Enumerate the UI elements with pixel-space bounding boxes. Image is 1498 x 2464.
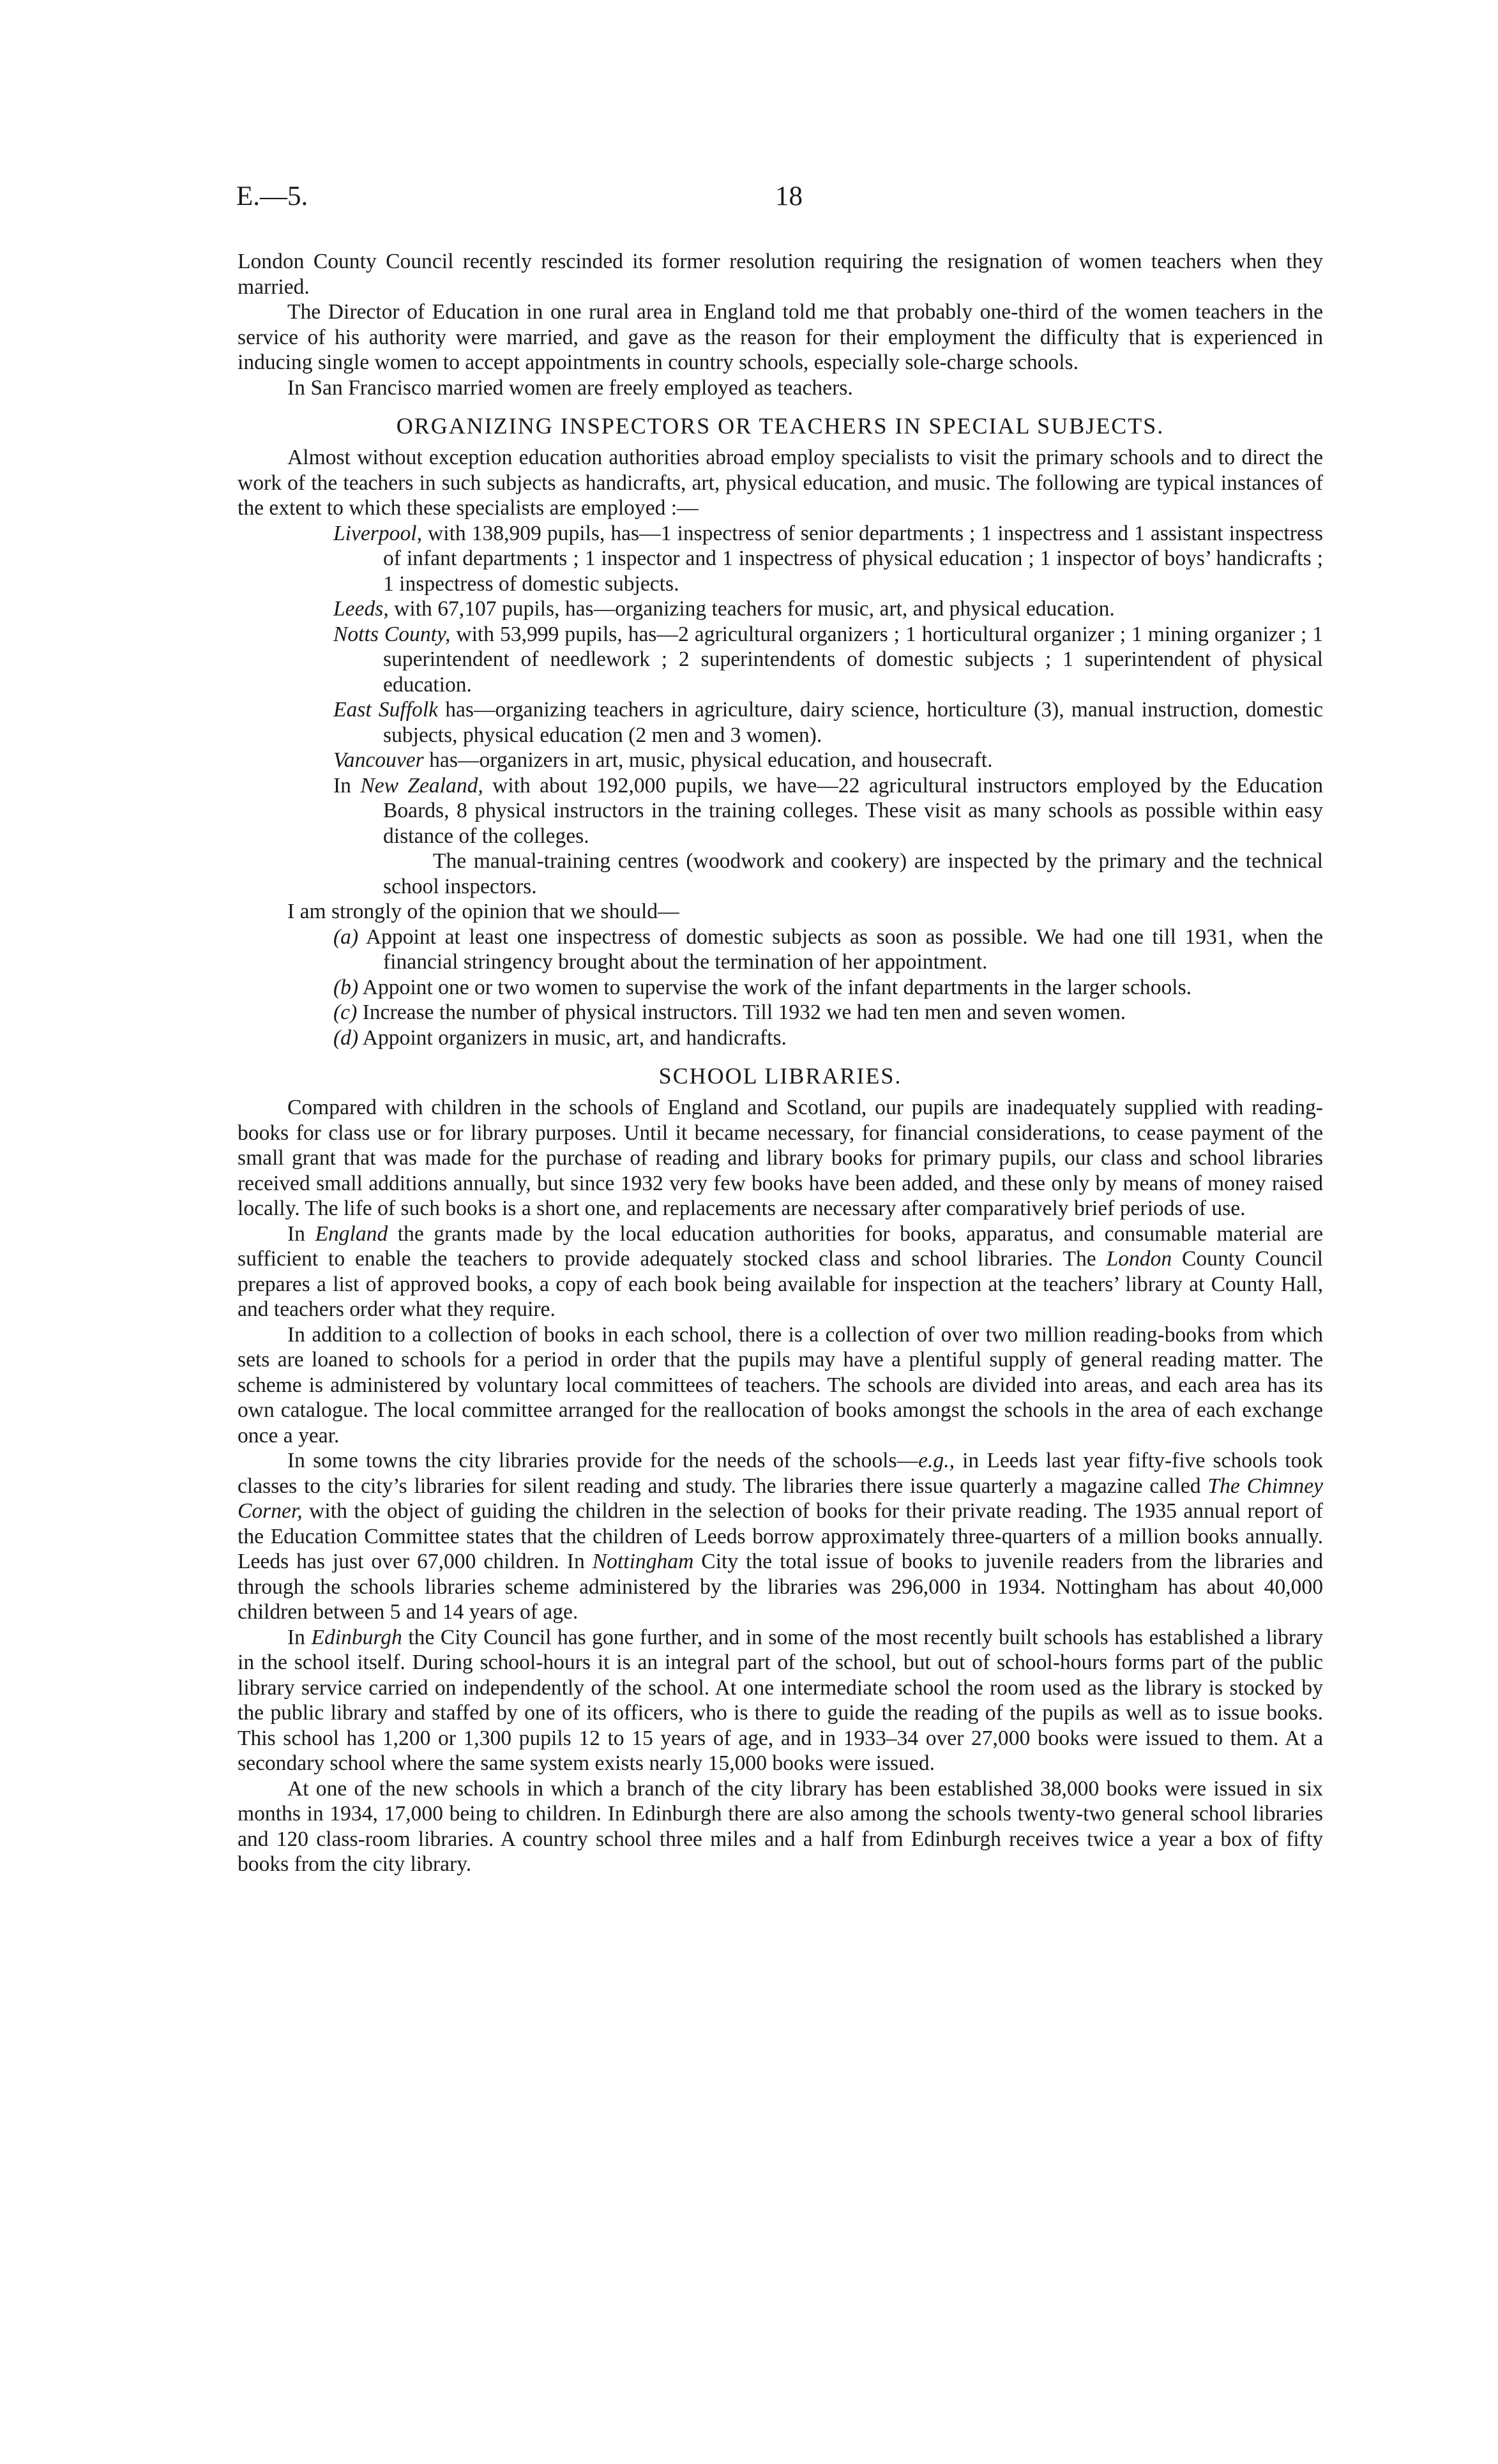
intro-paragraph: London County Council recently rescinded its former resolution requiring the resignation of women teachers when they married. <box>238 250 1323 299</box>
libraries-paragraph: At one of the new schools in which a branch of the city library has been established 38,000 books were issued in six months in 1934, 17,000 being to children. In Edinburgh there are also among the schools twenty-two general school libraries and 120 class-room libraries. A country school three miles and a half from Edinburgh receives twice a year a box of fifty books from the city library. <box>238 1776 1323 1876</box>
libraries-paragraph: In Edinburgh the City Council has gone further, and in some of the most recently built schools has established a library in the school itself. During school-hours it is an integral part of the school, but out of school-hours forms part of the public library service carried on independently of the school. At one intermediate school the room used as the library is stocked by the public library and staffed by one of its officers, who is there to guide the reading of the pupils as well as to issue books. This school has 1,200 or 1,300 pupils 12 to 15 years of age, and in 1933–34 over 27,000 books were issued to them. At a secondary school where the same system exists nearly 15,000 books were issued. <box>238 1625 1323 1775</box>
libraries-paragraph: In England the grants made by the local education authorities for books, apparatus, and consumable material are sufficient to enable the teachers to provide adequately stocked class and school libraries. The London County Council prepares a list of approved books, a copy of each book being available for inspection at the teachers’ library at County Hall, and teachers order what they require. <box>238 1221 1324 1321</box>
example-item <box>238 748 1323 773</box>
place-name: Notts County, <box>333 622 451 646</box>
recommendation-label: (b) <box>333 975 359 999</box>
example-item <box>238 521 1323 597</box>
example-text: with about 192,000 pupils, we have—22 agricultural instructors employed by the Education Boards, 8 physical instructors in the training colleges. These visit as many schools as possible within easy distance of the colleges. <box>383 773 1323 848</box>
recommendation-text: Appoint one or two women to supervise the work of the infant departments in the larger schools. <box>358 975 1192 999</box>
place-name: Vancouver <box>333 748 424 772</box>
example-text: has—organizers in art, music, physical education, and housecraft. <box>423 748 993 772</box>
document-reference: E.—5. <box>236 181 308 211</box>
recommendation-item <box>238 975 1323 1001</box>
place-name: Liverpool, <box>333 521 422 545</box>
recommendation-text: Appoint organizers in music, art, and handicrafts. <box>358 1025 787 1050</box>
page-number: 18 <box>775 181 803 211</box>
inspectors-paragraph: Almost without exception education authorities abroad employ specialists to visit the primary schools and to direct the work of the teachers in such subjects as handicrafts, art, physical education, and music. The following are typical instances of the extent to which these specialists are employed :— <box>238 446 1323 520</box>
recommendation-item <box>238 1025 1323 1051</box>
section-heading-libraries: SCHOOL LIBRARIES. <box>658 1063 902 1089</box>
page-body <box>238 249 1323 1877</box>
example-text: has—organizing teachers in agriculture, dairy science, horticulture (3), manual instruction, domestic subjects, physical education (2 men and 3 women). <box>383 698 1324 747</box>
place-name: Leeds, <box>333 597 389 621</box>
example-text: with 53,999 pupils, has—2 agricultural organizers ; 1 horticultural organizer ; 1 mining organizer ; 1 superintendent of needlework ; 2 superintendents of domestic subjects ; 1 superintendent of physical education. <box>383 622 1324 697</box>
example-text: with 67,107 pupils, has—organizing teachers for music, art, and physical education. <box>388 597 1115 621</box>
recommendation-text: Appoint at least one inspectress of domestic subjects as soon as possible. We had one till 1931, when the financial stringency brought about the termination of her appointment. <box>358 925 1323 974</box>
intro-paragraph: In San Francisco married women are freely employed as teachers. <box>287 375 853 400</box>
section-heading-inspectors: ORGANIZING INSPECTORS OR TEACHERS IN SPECIAL SUBJECTS. <box>396 413 1165 439</box>
place-name: New Zealand, <box>360 773 483 797</box>
recommendation-item <box>238 925 1323 975</box>
manual-training-note: The manual-training centres (woodwork and cookery) are inspected by the primary and the technical school inspectors. <box>383 849 1323 898</box>
recommendation-label: (a) <box>333 925 359 949</box>
intro-paragraph: The Director of Education in one rural area in England told me that probably one-third of the women teachers in the service of his authority were married, and gave as the reason for their employment the difficulty that is experienced in inducing single women to accept appointments in country schools, especially sole-charge schools. <box>238 300 1323 374</box>
example-item <box>238 622 1323 698</box>
recommendation-text: Increase the number of physical instructors. Till 1932 we had ten men and seven women. <box>357 1001 1126 1024</box>
recommendation-label: (c) <box>333 1001 358 1024</box>
example-text: with 138,909 pupils, has—1 inspectress of senior departments ; 1 inspectress and 1 assistant inspectress of infant departments ; 1 inspector and 1 inspectress of physical education ; 1 inspector of boys’ handicrafts ; 1 inspectress of domestic subjects. <box>383 521 1323 596</box>
example-item-new-zealand: In New Zealand, with about 192,000 pupils, we have—22 agricultural instructors employed by the Education Boards, 8 physical instructors in the training colleges. These visit as many schools as possible within easy distance of the colleges. <box>333 773 1323 848</box>
libraries-paragraph: In some towns the city libraries provide for the needs of the schools—e.g., in Leeds last year fifty-five schools took classes to the city’s libraries for silent reading and study. The libraries there issue quarterly a magazine called The Chimney Corner, with the object of guiding the children in the selection of books for their private reading. The 1935 annual report of the Education Committee states that the children of Leeds borrow approximately three-quarters of a million books annually. Leeds has just over 67,000 children. In Nottingham City the total issue of books to juvenile readers from the libraries and through the schools libraries scheme administered by the libraries was 296,000 in 1934. Nottingham has about 40,000 children between 5 and 14 years of age. <box>238 1449 1324 1624</box>
opinion-statement: I am strongly of the opinion that we should— <box>287 900 679 923</box>
example-item <box>238 697 1323 748</box>
recommendation-label: (d) <box>333 1025 359 1050</box>
example-item <box>238 596 1323 622</box>
libraries-paragraph: In addition to a collection of books in each school, there is a collection of over two million reading-books from which sets are loaned to schools for a period in order that the pupils may have a plentiful supply of general reading matter. The scheme is administered by voluntary local committees of teachers. The schools are divided into areas, and each area has its own catalogue. The local committee arranged for the reallocation of books amongst the schools in the area of each exchange once a year. <box>238 1322 1323 1447</box>
place-name: East Suffolk <box>333 698 439 722</box>
recommendation-item <box>238 1000 1323 1025</box>
libraries-paragraph: Compared with children in the schools of England and Scotland, our pupils are inadequately supplied with reading-books for class use or for library purposes. Until it became necessary, for financial considerations, to cease payment of the small grant that was made for the purchase of reading and library books for primary pupils, our class and school libraries received small additions annually, but since 1932 very few books have been added, and these only by means of money raised locally. The life of such books is a short one, and replacements are necessary after comparatively brief periods of use. <box>238 1096 1323 1220</box>
